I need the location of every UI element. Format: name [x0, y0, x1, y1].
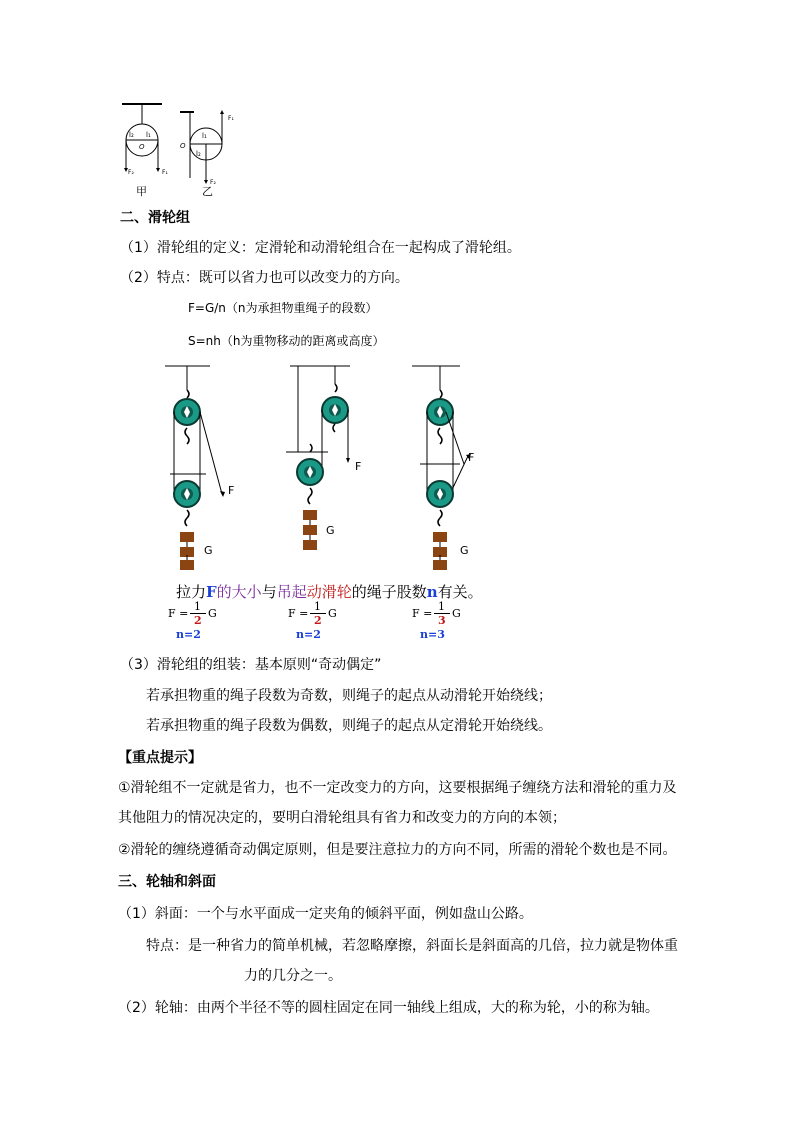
section2-feature: （2）特点：既可以省力也可以改变力的方向。 [120, 270, 409, 286]
caption-part-6: 动滑轮 [306, 583, 352, 601]
caption-part-7: 的绳子股数 [351, 583, 427, 601]
formula2-n: n=2 [296, 628, 321, 641]
caption-part-1: 拉力 [176, 583, 207, 601]
g-label-1: G [204, 544, 213, 557]
label-l1b: l₁ [202, 132, 207, 140]
formula3-n: n=3 [420, 628, 445, 641]
tip-1b: 其他阻力的情况决定的，要明白滑轮组具有省力和改变力的方向的本领； [118, 810, 566, 826]
f-label-1: F [228, 484, 235, 497]
formula2-rhs: G [328, 607, 337, 620]
g-label-3: G [460, 544, 469, 557]
caption-part-8: n [426, 583, 438, 601]
label-f2b: F₂ [210, 179, 216, 186]
label-o2: O [180, 142, 186, 150]
label-l2b: l₂ [196, 150, 201, 158]
axle-def: （2）轮轴：由两个半径不等的圆柱固定在同一轴线上组成，大的称为轮，小的称为轴。 [118, 1000, 659, 1016]
caption-part-9: 有关。 [437, 583, 483, 601]
caption-part-2: F [206, 583, 217, 601]
formula3-lhs: F = [412, 607, 433, 620]
pulley-caption [176, 581, 483, 602]
f-label-3: F [468, 451, 475, 464]
f-label-2: F [355, 460, 362, 473]
formula3-rhs: G [452, 607, 461, 620]
fraction-formula-1 [168, 600, 228, 642]
incline-feature-a: 特点：是一种省力的简单机械，若忽略摩擦，斜面长是斜面高的几倍，拉力就是物体重 [146, 938, 678, 954]
label-f1b: F₁ [228, 115, 234, 122]
formula3-den: 3 [438, 614, 446, 627]
section2-title: 二、滑轮组 [120, 210, 190, 226]
section2-def: （1）滑轮组的定义：定滑轮和动滑轮组合在一起构成了滑轮组。 [120, 240, 521, 256]
formula-f-gn: F=G/n（n为承担物重绳子的段数） [188, 301, 378, 315]
label-l1: l₁ [146, 131, 151, 139]
label-f1: F₁ [162, 169, 168, 176]
formula1-lhs: F = [168, 607, 189, 620]
caption-part-5: 吊起 [276, 583, 307, 601]
incline-def: （1）斜面：一个与水平面成一定夹角的倾斜平面，例如盘山公路。 [118, 906, 533, 922]
formula3-num: 1 [438, 600, 445, 613]
formula2-lhs: F = [288, 607, 309, 620]
fraction-formula-2 [288, 600, 348, 642]
tip-1a: ①滑轮组不一定就是省力，也不一定改变力的方向，这要根据绳子缠绕方法和滑轮的重力及 [118, 780, 677, 796]
tip-2: ②滑轮的缠绕遵循奇动偶定原则，但是要注意拉力的方向不同，所需的滑轮个数也是不同。 [118, 842, 677, 858]
g-label-2: G [326, 524, 335, 537]
caption-jia: 甲 [136, 185, 147, 198]
assembly-odd: 若承担物重的绳子段数为奇数，则绳子的起点从动滑轮开始绕线； [146, 688, 552, 704]
lever-pulley-figure [110, 98, 250, 198]
formula2-den: 2 [314, 614, 322, 627]
assembly-title: （3）滑轮组的组装：基本原则“奇动偶定” [120, 657, 382, 673]
formula1-num: 1 [194, 600, 201, 613]
assembly-even: 若承担物重的绳子段数为偶数，则绳子的起点从定滑轮开始绕线。 [146, 718, 552, 734]
incline-feature-b: 力的几分之一。 [244, 968, 342, 984]
tips-title: 【重点提示】 [118, 750, 202, 766]
formula2-num: 1 [314, 600, 321, 613]
caption-part-4: 与 [261, 583, 277, 601]
formula-s-nh: S=nh（h为重物移动的距离或高度） [188, 334, 385, 348]
caption-part-3: 的大小 [216, 583, 262, 601]
pulley-systems-figure [150, 360, 510, 560]
fraction-formula-3 [412, 600, 472, 642]
formula1-rhs: G [208, 607, 217, 620]
label-f2: F₂ [128, 169, 134, 176]
section3-title: 三、轮轴和斜面 [118, 874, 216, 890]
formula1-den: 2 [194, 614, 202, 627]
caption-yi: 乙 [202, 185, 213, 198]
label-l2: l₂ [129, 131, 134, 139]
label-o: O [139, 143, 145, 151]
formula1-n: n=2 [176, 628, 201, 641]
